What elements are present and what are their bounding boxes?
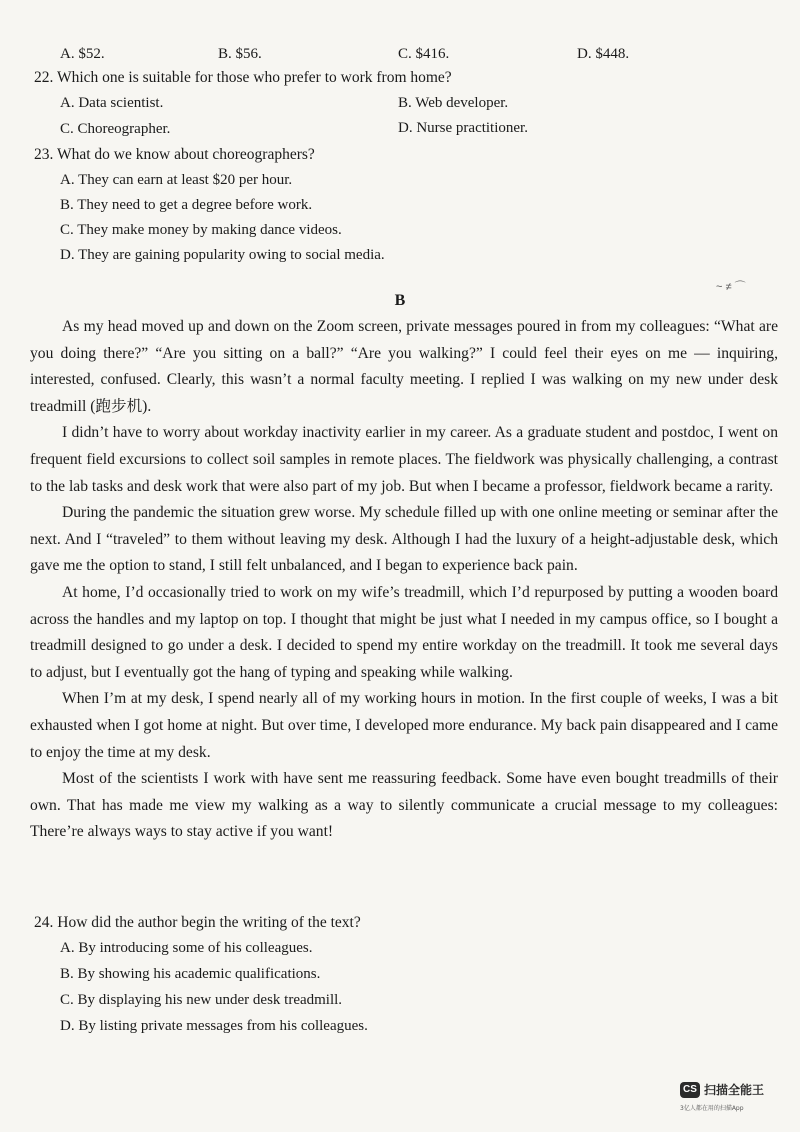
q21-option-b[interactable]: [218, 44, 262, 64]
option-letter: D.: [398, 120, 413, 136]
scanner-tagline: 3亿人都在用的扫描App: [680, 1105, 744, 1112]
passage-paragraph: I didn’t have to worry about workday inactivity earlier in my career. As a graduate student and postdoc, I went on frequent field excursions to collect soil samples in remote places. The fieldwork was physically challenging, a contrast to the lab tasks and desk work that were also part of my job. But when I became a professor, fieldwork became a rarity.: [30, 424, 778, 495]
option-text: Nurse practitioner.: [416, 120, 528, 136]
cs-logo-icon: CS: [680, 1082, 700, 1098]
option-letter: C.: [60, 992, 74, 1008]
option-text: Data scientist.: [78, 95, 164, 111]
option-letter: C.: [60, 121, 74, 137]
scanner-watermark: [680, 1080, 790, 1120]
option-letter: B.: [218, 46, 232, 62]
q23-option-a[interactable]: [60, 170, 292, 190]
question-number: 24.: [34, 914, 54, 931]
option-text: By displaying his new under desk treadmill.: [77, 992, 343, 1008]
option-text: By listing private messages from his colleagues.: [78, 1018, 368, 1034]
q23-option-b[interactable]: [60, 195, 312, 215]
q21-option-c[interactable]: [398, 44, 449, 64]
q22-option-b[interactable]: [398, 93, 508, 113]
option-text: By introducing some of his colleagues.: [78, 940, 313, 956]
option-text: They make money by making dance videos.: [77, 222, 342, 238]
q22-option-a[interactable]: [60, 93, 163, 113]
option-letter: D.: [60, 247, 75, 263]
q22-option-c[interactable]: [60, 119, 170, 139]
q23-option-c[interactable]: [60, 220, 342, 240]
q21-option-a[interactable]: [60, 44, 105, 64]
passage-paragraph: At home, I’d occasionally tried to work on my wife’s treadmill, which I’d repurposed by putting a wooden board across the handles and my laptop on top. I thought that might be just what I needed in my campus office, so I bought a treadmill designed to go under a desk. I decided to spend my entire workday on the treadmill. It took me several days to adjust, but I eventually got the hang of typing and speaking while walking.: [30, 583, 778, 681]
q21-options: [60, 44, 760, 64]
option-text: By showing his academic qualifications.: [77, 966, 321, 982]
option-letter: B.: [60, 966, 74, 982]
q24-option-d[interactable]: [60, 1016, 368, 1036]
question-text: How did the author begin the writing of the text?: [57, 914, 361, 931]
option-letter: A.: [60, 95, 75, 111]
question-text: What do we know about choreographers?: [56, 146, 315, 163]
option-text: $56.: [235, 46, 262, 62]
option-text: They need to get a degree before work.: [77, 197, 313, 213]
q24-option-a[interactable]: [60, 938, 312, 958]
question-text: Which one is suitable for those who prefer to work from home?: [56, 69, 452, 86]
question-number: 23.: [34, 146, 54, 163]
option-letter: D.: [577, 46, 592, 62]
option-letter: A.: [60, 172, 75, 188]
option-letter: B.: [398, 95, 412, 111]
option-letter: B.: [60, 197, 74, 213]
passage-paragraph: As my head moved up and down on the Zoom screen, private messages poured in from my colleagues: “What are you doing there?” “Are you sitting on a ball?” “Are you walking?” I could feel their eyes on me — inquiring, interested, confused. Clearly, this wasn’t a normal faculty meeting. I replied I was walking on my new under desk treadmill (跑步机).: [30, 318, 778, 415]
option-letter: C.: [60, 222, 74, 238]
option-text: They are gaining popularity owing to social media.: [78, 247, 385, 263]
scanner-app-name: 扫描全能王: [704, 1083, 765, 1097]
pencil-mark: ~ ≠ ⌒: [716, 281, 746, 293]
option-text: Choreographer.: [77, 121, 171, 137]
q23-stem: [34, 145, 315, 165]
q23-option-d[interactable]: [60, 245, 385, 265]
passage-paragraph: When I’m at my desk, I spend nearly all of my working hours in motion. In the first couple of weeks, I was a bit exhausted when I got home at night. But over time, I developed more endurance. My back pain disappeared and I came to enjoy the time at my desk.: [30, 690, 778, 761]
option-text: $52.: [78, 46, 105, 62]
q24-stem: [34, 913, 361, 933]
q24-option-c[interactable]: [60, 990, 342, 1010]
option-letter: A.: [60, 940, 75, 956]
q22-stem: [34, 68, 452, 88]
passage-paragraph: Most of the scientists I work with have sent me reassuring feedback. Some have even bought treadmills of their own. That has made me view my walking as a way to silently communicate a crucial message to my colleagues: There’re always ways to stay active if you want!: [30, 770, 778, 841]
q24-option-b[interactable]: [60, 964, 320, 984]
option-text: Web developer.: [415, 95, 509, 111]
q21-option-d[interactable]: [577, 44, 629, 64]
option-text: $448.: [595, 46, 630, 62]
option-text: They can earn at least $20 per hour.: [78, 172, 293, 188]
option-letter: D.: [60, 1018, 75, 1034]
question-number: 22.: [34, 69, 54, 86]
section-heading: B: [394, 292, 406, 309]
q22-option-d[interactable]: [398, 118, 528, 138]
reading-passage: [30, 314, 778, 846]
passage-paragraph: During the pandemic the situation grew worse. My schedule filled up with one online meeting or seminar after the next. And I “traveled” to them without leaving my desk. Although I had the luxury of a height-adjustable desk, which gave me the option to stand, I still felt unbalanced, and I began to experience back pain.: [30, 504, 778, 575]
option-letter: C.: [398, 46, 412, 62]
option-letter: A.: [60, 46, 75, 62]
option-text: $416.: [415, 46, 450, 62]
